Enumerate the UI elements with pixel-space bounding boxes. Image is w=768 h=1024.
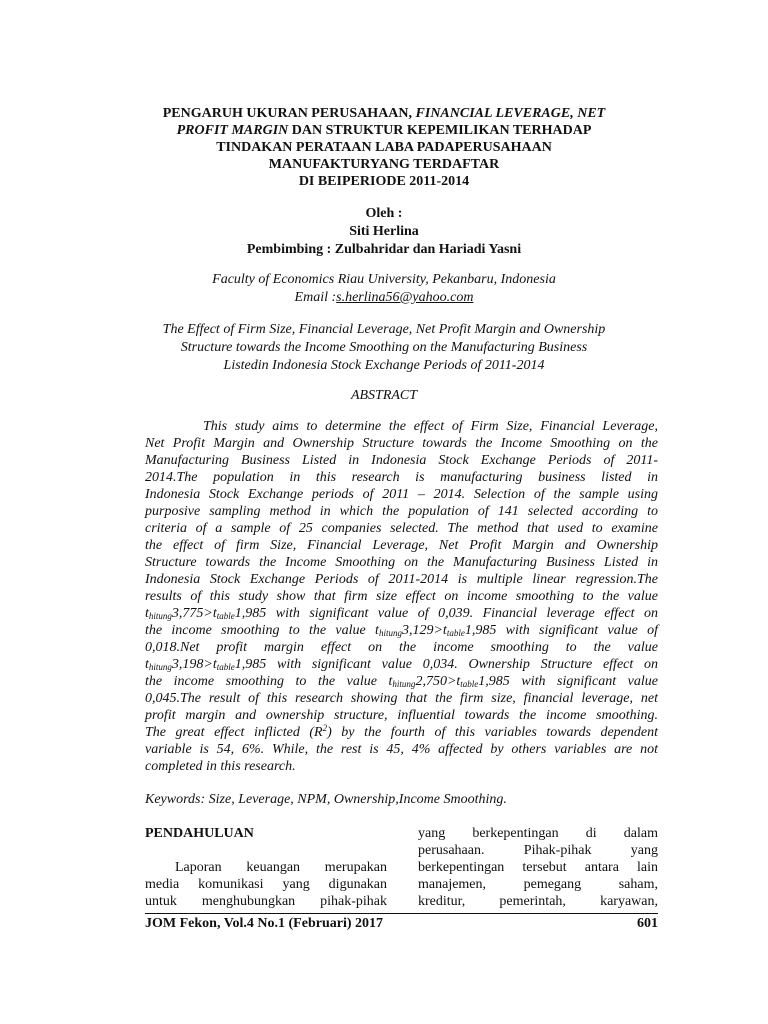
- abstract-line: completed in this research.: [145, 759, 296, 774]
- abstract-line: the income smoothing to the value $t_{hitung}2,750>t_{table}1,985$ with significant value: [145, 674, 658, 689]
- left-column: [145, 825, 387, 910]
- abstract-line: Indonesia Stock Exchange Periods of 2011-2014 is multiple linear regression.The: [145, 572, 658, 587]
- right-column: [418, 825, 658, 910]
- abstract-line: $t_{hitung}3,775>t_{table}1,985$ with significant value of 0,039. Financial leverage effect on: [145, 606, 658, 621]
- faculty-line: Faculty of Economics Riau University, Pekanbaru, Indonesia: [212, 272, 556, 287]
- title-line-2: PROFIT MARGIN DAN STRUKTUR KEPEMILIKAN TERHADAP: [176, 123, 592, 138]
- english-title-line: The Effect of Firm Size, Financial Leverage, Net Profit Margin and Ownership: [162, 322, 606, 337]
- body-line: untuk menghubungkan pihak-pihak: [145, 894, 387, 909]
- affiliation: [130, 271, 638, 307]
- abstract-line: 0,018.Net profit margin effect on the income smoothing to the value: [145, 640, 658, 655]
- abstract-line: purposive sampling method in which the population of 141 selected according to: [145, 504, 658, 519]
- title-line-5: DI BEIPERIODE 2011-2014: [298, 174, 470, 189]
- body-line: media komunikasi yang digunakan: [145, 877, 387, 892]
- title-line-1: PENGARUH UKURAN PERUSAHAAN, FINANCIAL LEVERAGE, NET: [162, 106, 606, 121]
- english-title-line: Listedin Indonesia Stock Exchange Periods of 2011-2014: [223, 358, 545, 373]
- abstract-line: 2014.The population in this research is manufacturing business listed in: [145, 470, 658, 485]
- title-line-4: MANUFAKTURYANG TERDAFTAR: [268, 157, 500, 172]
- section-heading: PENDAHULUAN: [145, 826, 254, 841]
- abstract-line: The great effect inflicted $(R^2)$ by the fourth of this variables towards dependent: [145, 723, 658, 740]
- abstract-line: This study aims to determine the effect of Firm Size, Financial Leverage,: [203, 419, 658, 434]
- body-line: Laporan keuangan merupakan: [175, 860, 387, 875]
- email-line: Email :s.herlina56@yahoo.com: [294, 290, 474, 305]
- abstract-line: Net Profit Margin and Ownership Structure towards the Income Smoothing on the: [145, 436, 658, 451]
- abstract-line: 0,045.The result of this research showing that the firm size, financial leverage, net: [145, 691, 658, 706]
- body-line: perusahaan. Pihak-pihak yang: [418, 843, 658, 858]
- author-block: [130, 205, 638, 259]
- abstract-line: Structure towards the Income Smoothing on the Manufacturing Business Listed in: [145, 555, 658, 570]
- abstract-body: [145, 418, 658, 775]
- paper-title: [130, 105, 638, 190]
- keywords: Keywords: Size, Leverage, NPM, Ownership,Income Smoothing.: [145, 792, 507, 807]
- english-title-line: Structure towards the Income Smoothing on the Manufacturing Business: [180, 340, 588, 355]
- abstract-line: Indonesia Stock Exchange periods of 2011 – 2014. Selection of the sample using: [145, 487, 658, 502]
- abstract-line: variable is 54, 6%. While, the rest is 45, 4% affected by others variables are not: [145, 742, 658, 757]
- abstract-line: the income smoothing to the value $t_{hitung}3,129>t_{table}1,985$ with significant value of: [145, 623, 658, 638]
- abstract-line: the effect of firm Size, Financial Leverage, Net Profit Margin and Ownership: [145, 538, 658, 553]
- abstract-line: $t_{hitung}3,198>t_{table}1,985$ with significant value 0,034. Ownership Structure effect on: [145, 657, 658, 672]
- body-line: berkepentingan tersebut antara lain: [418, 860, 658, 875]
- english-title: [130, 321, 638, 375]
- by-label: Oleh :: [365, 206, 403, 221]
- body-line: yang berkepentingan di dalam: [418, 826, 658, 841]
- footer-divider: [145, 913, 658, 914]
- author-name: Siti Herlina: [349, 224, 419, 239]
- abstract-line: Manufacturing Business Listed in Indonesia Stock Exchange Periods of 2011-: [145, 453, 658, 468]
- abstract-line: profit margin and ownership structure, influential towards the income smoothing.: [145, 708, 658, 723]
- supervisor-line: Pembimbing : Zulbahridar dan Hariadi Yasni: [246, 242, 522, 257]
- abstract-heading: ABSTRACT: [350, 388, 418, 403]
- title-line-3: TINDAKAN PERATAAN LABA PADAPERUSAHAAN: [216, 140, 552, 155]
- footer-journal: JOM Fekon, Vol.4 No.1 (Februari) 2017: [145, 916, 383, 931]
- body-line: manajemen, pemegang saham,: [418, 877, 658, 892]
- page-number: 601: [637, 916, 658, 931]
- body-line: kreditur, pemerintah, karyawan,: [418, 894, 658, 909]
- abstract-line: results of this study show that firm size effect on income smoothing to the value: [145, 589, 658, 604]
- abstract-line: criteria of a sample of 25 companies selected. The method that used to examine: [145, 521, 658, 536]
- email-link[interactable]: s.herlina56@yahoo.com: [336, 290, 474, 305]
